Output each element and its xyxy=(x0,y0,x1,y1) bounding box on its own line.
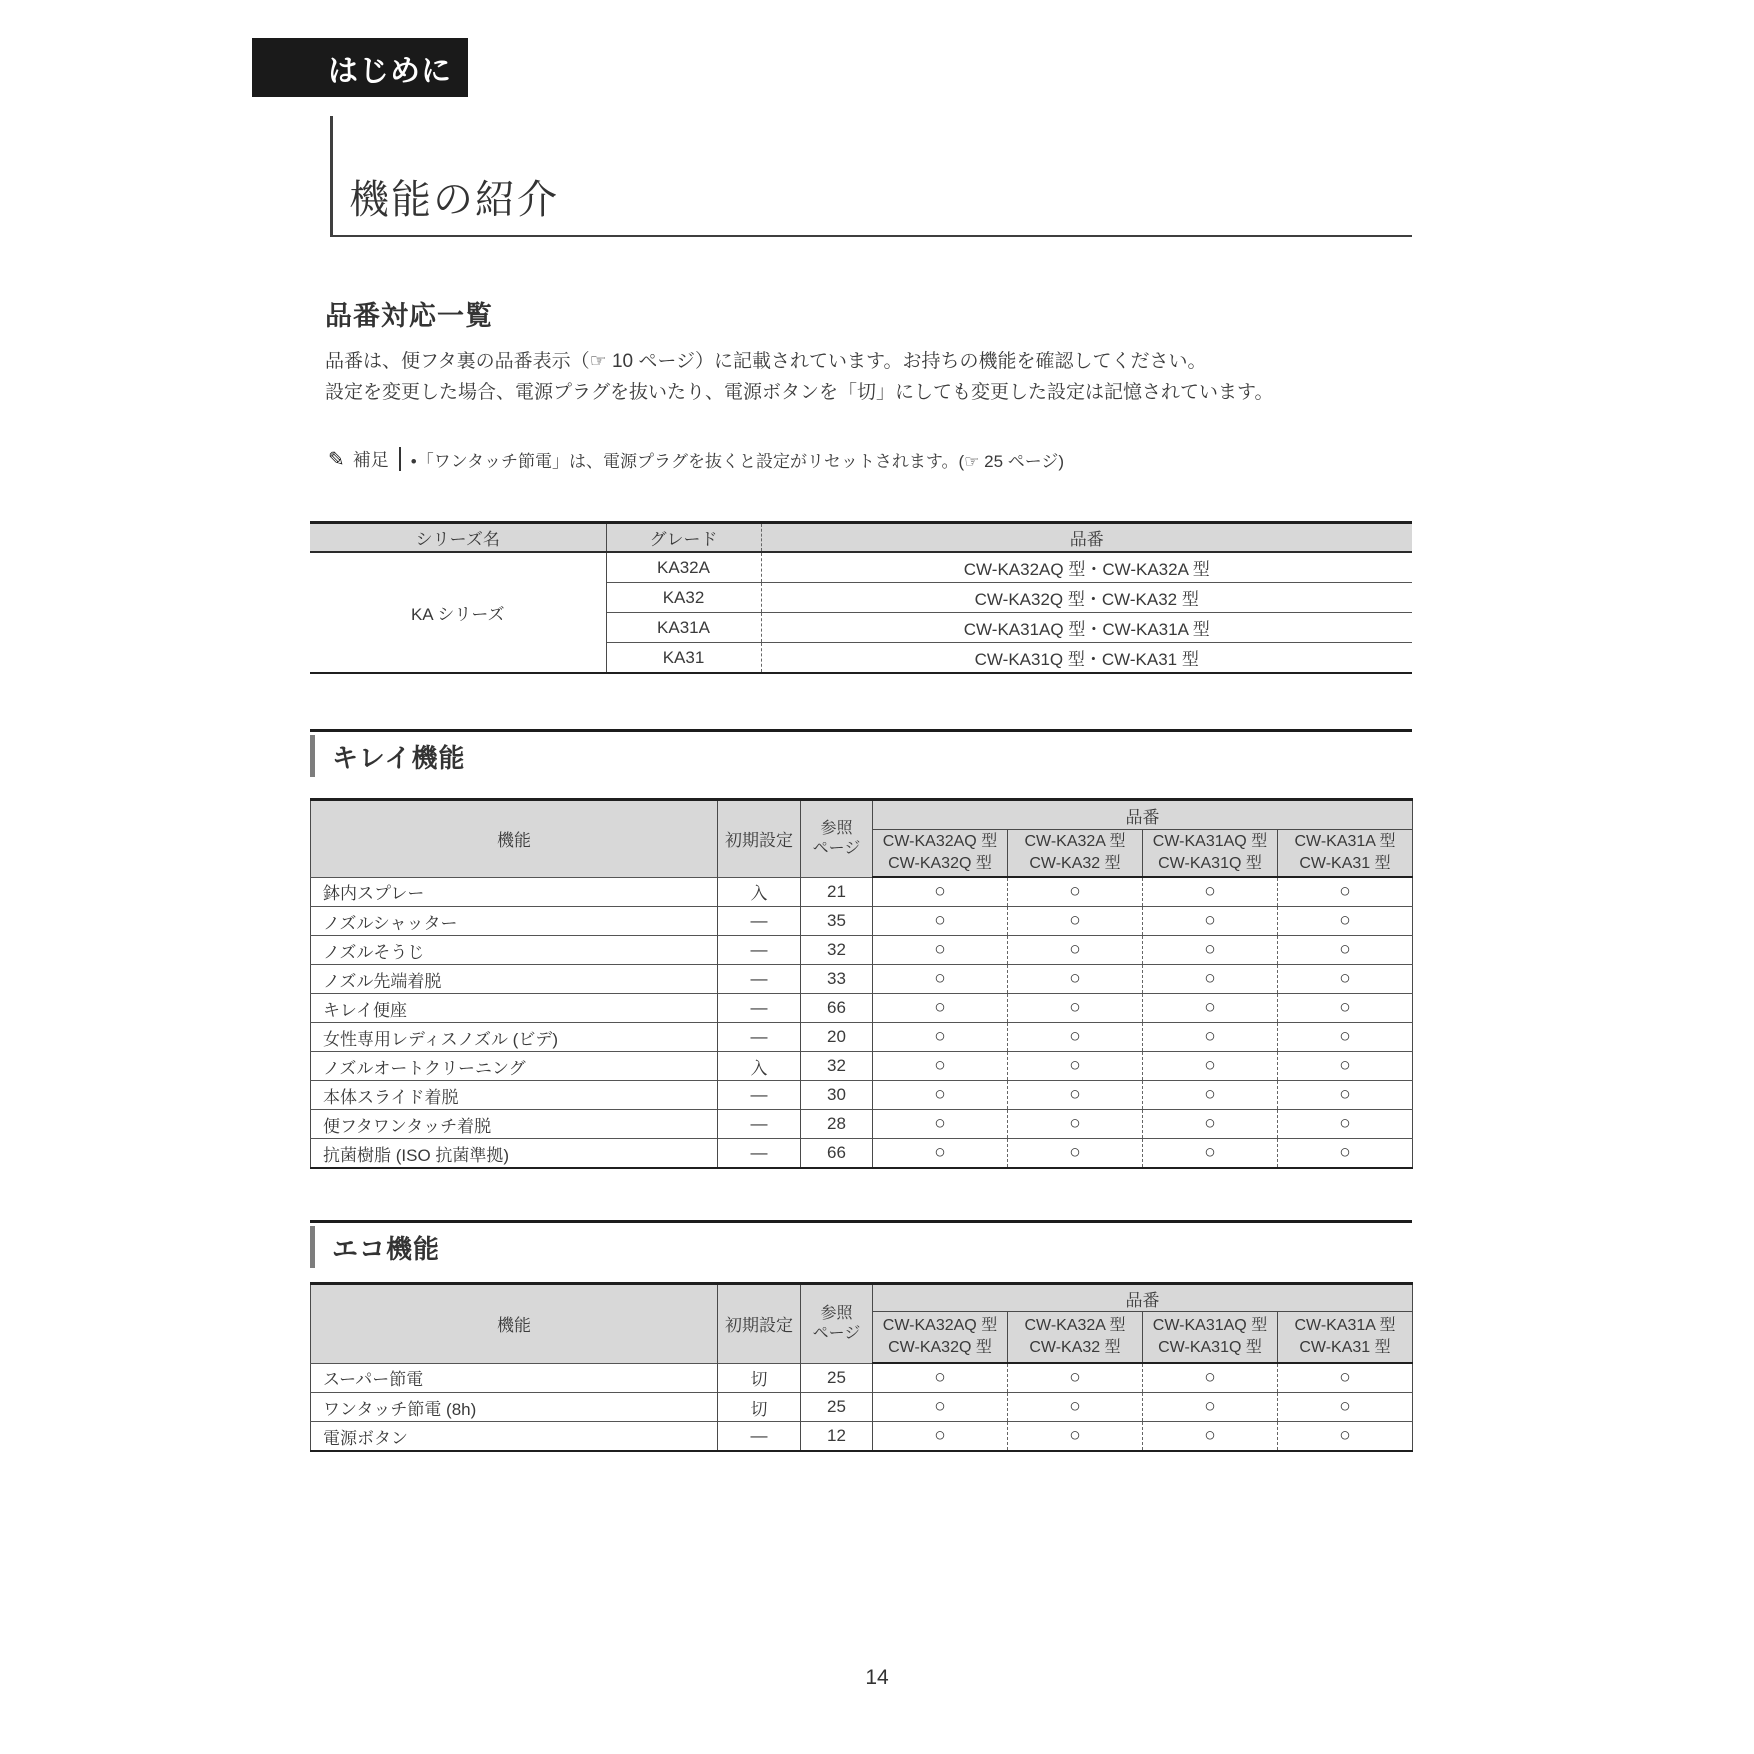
model-column-header xyxy=(1008,830,1143,878)
function-cell: ノズルオートクリーニング xyxy=(311,1052,718,1081)
support-mark: ○ xyxy=(873,1110,1008,1139)
model-column-header xyxy=(1143,1312,1278,1364)
model-column-header xyxy=(1008,1312,1143,1364)
model-name: CW-KA32AQ 型 xyxy=(882,833,998,851)
model-name: CW-KA31 型 xyxy=(1299,855,1391,872)
ref-page-cell: 66 xyxy=(801,994,873,1023)
table-row xyxy=(311,1422,1413,1452)
support-mark: ○ xyxy=(873,877,1008,907)
support-mark: ○ xyxy=(1278,1139,1413,1169)
support-mark: ○ xyxy=(873,1081,1008,1110)
support-mark: ○ xyxy=(1278,1081,1413,1110)
section-heading-eco xyxy=(310,1220,1412,1270)
paragraph-line: 設定を変更した場合、電源プラグを抜いたり、電源ボタンを「切」にしても変更した設定は記憶されています。 xyxy=(325,382,1274,403)
model-name: CW-KA32 型 xyxy=(1029,855,1121,872)
function-cell: ノズルそうじ xyxy=(311,936,718,965)
model-column-header xyxy=(1278,1312,1413,1364)
section-title: エコ機能 xyxy=(332,1234,441,1264)
support-mark: ○ xyxy=(1143,994,1278,1023)
ref-page-cell: 25 xyxy=(801,1363,873,1393)
function-cell: ノズルシャッター xyxy=(311,907,718,936)
col-header-series: シリーズ名 xyxy=(310,523,606,553)
page-title: 機能の紹介 xyxy=(349,178,559,222)
page-title-block xyxy=(330,116,1412,237)
col-header-default: 初期設定 xyxy=(718,800,801,878)
grade-cell: KA32A xyxy=(606,552,761,583)
model-column-header xyxy=(1143,830,1278,878)
note-row xyxy=(328,446,1064,472)
model-column-header xyxy=(1278,830,1413,878)
support-mark: ○ xyxy=(1278,907,1413,936)
default-setting-cell: ― xyxy=(718,1023,801,1052)
grade-cell: KA32 xyxy=(606,583,761,613)
function-cell: 女性専用レディスノズル (ビデ) xyxy=(311,1023,718,1052)
default-setting-cell: ― xyxy=(718,1081,801,1110)
support-mark: ○ xyxy=(1278,1422,1413,1452)
col-header-refpage-line: 参照 xyxy=(820,819,853,837)
support-mark: ○ xyxy=(1143,965,1278,994)
col-header-hinban-group: 品番 xyxy=(873,1284,1413,1312)
function-cell: 鉢内スプレー xyxy=(311,877,718,907)
support-mark: ○ xyxy=(1143,936,1278,965)
support-mark: ○ xyxy=(1143,907,1278,936)
table-row xyxy=(311,1393,1413,1422)
table-header-row xyxy=(310,523,1412,553)
support-mark: ○ xyxy=(1143,1422,1278,1452)
paragraph-line: 品番は、便フタ裏の品番表示（☞ 10 ページ）に記載されています。お持ちの機能を確認してください。 xyxy=(325,351,1207,372)
grade-cell: KA31 xyxy=(606,643,761,674)
table-row xyxy=(311,877,1413,907)
support-mark: ○ xyxy=(1008,1052,1143,1081)
support-mark: ○ xyxy=(1008,965,1143,994)
pencil-icon: ✎ xyxy=(328,448,345,471)
intro-paragraph xyxy=(325,346,1273,408)
section-heading-hinban: 品番対応一覧 xyxy=(325,301,493,331)
note-text: •「ワンタッチ節電」は、電源プラグを抜くと設定がリセットされます。(☞ 25 ページ) xyxy=(410,451,1065,471)
series-name-cell: KA シリーズ xyxy=(410,605,505,624)
series-table xyxy=(310,521,1412,674)
table-row xyxy=(311,907,1413,936)
support-mark: ○ xyxy=(1278,1110,1413,1139)
support-mark: ○ xyxy=(873,936,1008,965)
table-row xyxy=(311,1081,1413,1110)
section-title: キレイ機能 xyxy=(332,743,466,773)
support-mark: ○ xyxy=(1143,1023,1278,1052)
default-setting-cell: ― xyxy=(718,907,801,936)
function-cell: キレイ便座 xyxy=(311,994,718,1023)
col-header-refpage xyxy=(801,1284,873,1364)
support-mark: ○ xyxy=(873,907,1008,936)
model-column-header xyxy=(873,1312,1008,1364)
ref-page-cell: 12 xyxy=(801,1422,873,1452)
table-row xyxy=(311,1023,1413,1052)
ref-page-cell: 25 xyxy=(801,1393,873,1422)
support-mark: ○ xyxy=(1278,1023,1413,1052)
ref-page-cell: 35 xyxy=(801,907,873,936)
model-name: CW-KA32A 型 xyxy=(1024,1317,1126,1335)
page-number: 14 xyxy=(865,1666,889,1689)
support-mark: ○ xyxy=(1278,936,1413,965)
table-row xyxy=(311,1363,1413,1393)
grade-cell: KA31A xyxy=(606,613,761,643)
col-header-refpage-line: 参照 xyxy=(820,1304,853,1322)
model-name: CW-KA31A 型 xyxy=(1294,1317,1396,1335)
function-cell: ワンタッチ節電 (8h) xyxy=(311,1393,718,1422)
support-mark: ○ xyxy=(1278,994,1413,1023)
ref-page-cell: 32 xyxy=(801,1052,873,1081)
note-divider xyxy=(399,447,401,471)
support-mark: ○ xyxy=(1143,1081,1278,1110)
col-header-grade: グレード xyxy=(606,523,761,553)
support-mark: ○ xyxy=(873,994,1008,1023)
support-mark: ○ xyxy=(873,965,1008,994)
function-cell: ノズル先端着脱 xyxy=(311,965,718,994)
model-name: CW-KA31AQ 型 xyxy=(1152,1317,1268,1335)
support-mark: ○ xyxy=(1143,1393,1278,1422)
function-cell: スーパー節電 xyxy=(311,1363,718,1393)
model-name: CW-KA31Q 型 xyxy=(1158,855,1262,872)
model-name: CW-KA32AQ 型 xyxy=(882,1317,998,1335)
model-name: CW-KA31 型 xyxy=(1299,1339,1391,1356)
ref-page-cell: 32 xyxy=(801,936,873,965)
note-label: 補足 xyxy=(352,450,389,470)
support-mark: ○ xyxy=(1008,1422,1143,1452)
models-cell: CW-KA32AQ 型・CW-KA32A 型 xyxy=(761,552,1412,583)
support-mark: ○ xyxy=(1008,1081,1143,1110)
default-setting-cell: ― xyxy=(718,965,801,994)
ref-page-cell: 33 xyxy=(801,965,873,994)
col-header-models: 品番 xyxy=(761,523,1412,553)
support-mark: ○ xyxy=(1008,877,1143,907)
table-header-row xyxy=(311,1284,1413,1312)
model-name: CW-KA32Q 型 xyxy=(888,855,992,872)
table-row xyxy=(311,965,1413,994)
support-mark: ○ xyxy=(873,1363,1008,1393)
default-setting-cell: ― xyxy=(718,1110,801,1139)
col-header-default: 初期設定 xyxy=(718,1284,801,1364)
chapter-tab: はじめに xyxy=(252,38,468,97)
ref-page-cell: 66 xyxy=(801,1139,873,1169)
models-cell: CW-KA31Q 型・CW-KA31 型 xyxy=(761,643,1412,674)
model-name: CW-KA31AQ 型 xyxy=(1152,833,1268,851)
support-mark: ○ xyxy=(1008,1139,1143,1169)
support-mark: ○ xyxy=(1278,965,1413,994)
model-column-header xyxy=(873,830,1008,878)
support-mark: ○ xyxy=(1143,1052,1278,1081)
support-mark: ○ xyxy=(1008,1393,1143,1422)
support-mark: ○ xyxy=(873,1052,1008,1081)
model-name: CW-KA32 型 xyxy=(1029,1339,1121,1356)
table-row xyxy=(311,936,1413,965)
section-heading-kirei xyxy=(310,729,1412,779)
support-mark: ○ xyxy=(1008,994,1143,1023)
default-setting-cell: ― xyxy=(718,936,801,965)
ref-page-cell: 30 xyxy=(801,1081,873,1110)
support-mark: ○ xyxy=(1008,907,1143,936)
section-accent-bar xyxy=(310,1226,315,1268)
model-name: CW-KA32A 型 xyxy=(1024,833,1126,851)
default-setting-cell: ― xyxy=(718,1139,801,1169)
support-mark: ○ xyxy=(1278,1393,1413,1422)
support-mark: ○ xyxy=(873,1139,1008,1169)
ref-page-cell: 28 xyxy=(801,1110,873,1139)
support-mark: ○ xyxy=(1143,1139,1278,1169)
default-setting-cell: 切 xyxy=(718,1393,801,1422)
function-cell: 電源ボタン xyxy=(311,1422,718,1452)
default-setting-cell: 入 xyxy=(718,877,801,907)
table-row xyxy=(311,1139,1413,1169)
default-setting-cell: 入 xyxy=(718,1052,801,1081)
table-row xyxy=(310,552,1412,583)
col-header-function: 機能 xyxy=(311,1284,718,1364)
col-header-refpage-line: ページ xyxy=(812,839,861,857)
col-header-function: 機能 xyxy=(311,800,718,878)
table-row xyxy=(311,1110,1413,1139)
support-mark: ○ xyxy=(873,1393,1008,1422)
support-mark: ○ xyxy=(1143,1363,1278,1393)
col-header-refpage-line: ページ xyxy=(812,1324,861,1342)
support-mark: ○ xyxy=(1008,936,1143,965)
support-mark: ○ xyxy=(873,1023,1008,1052)
ref-page-cell: 20 xyxy=(801,1023,873,1052)
col-header-refpage xyxy=(801,800,873,878)
eco-feature-table xyxy=(310,1282,1413,1452)
support-mark: ○ xyxy=(1278,877,1413,907)
support-mark: ○ xyxy=(1008,1363,1143,1393)
function-cell: 抗菌樹脂 (ISO 抗菌準拠) xyxy=(311,1139,718,1169)
support-mark: ○ xyxy=(873,1422,1008,1452)
table-row xyxy=(311,1052,1413,1081)
section-accent-bar xyxy=(310,735,315,777)
col-header-hinban-group: 品番 xyxy=(873,800,1413,830)
model-name: CW-KA32Q 型 xyxy=(888,1339,992,1356)
kirei-feature-table xyxy=(310,798,1413,1169)
model-name: CW-KA31Q 型 xyxy=(1158,1339,1262,1356)
support-mark: ○ xyxy=(1278,1052,1413,1081)
table-header-row xyxy=(311,800,1413,830)
function-cell: 本体スライド着脱 xyxy=(311,1081,718,1110)
ref-page-cell: 21 xyxy=(801,877,873,907)
default-setting-cell: ― xyxy=(718,994,801,1023)
support-mark: ○ xyxy=(1143,1110,1278,1139)
support-mark: ○ xyxy=(1278,1363,1413,1393)
models-cell: CW-KA31AQ 型・CW-KA31A 型 xyxy=(761,613,1412,643)
table-row xyxy=(311,994,1413,1023)
support-mark: ○ xyxy=(1008,1023,1143,1052)
support-mark: ○ xyxy=(1143,877,1278,907)
support-mark: ○ xyxy=(1008,1110,1143,1139)
default-setting-cell: 切 xyxy=(718,1363,801,1393)
default-setting-cell: ― xyxy=(718,1422,801,1452)
models-cell: CW-KA32Q 型・CW-KA32 型 xyxy=(761,583,1412,613)
function-cell: 便フタワンタッチ着脱 xyxy=(311,1110,718,1139)
model-name: CW-KA31A 型 xyxy=(1294,833,1396,851)
